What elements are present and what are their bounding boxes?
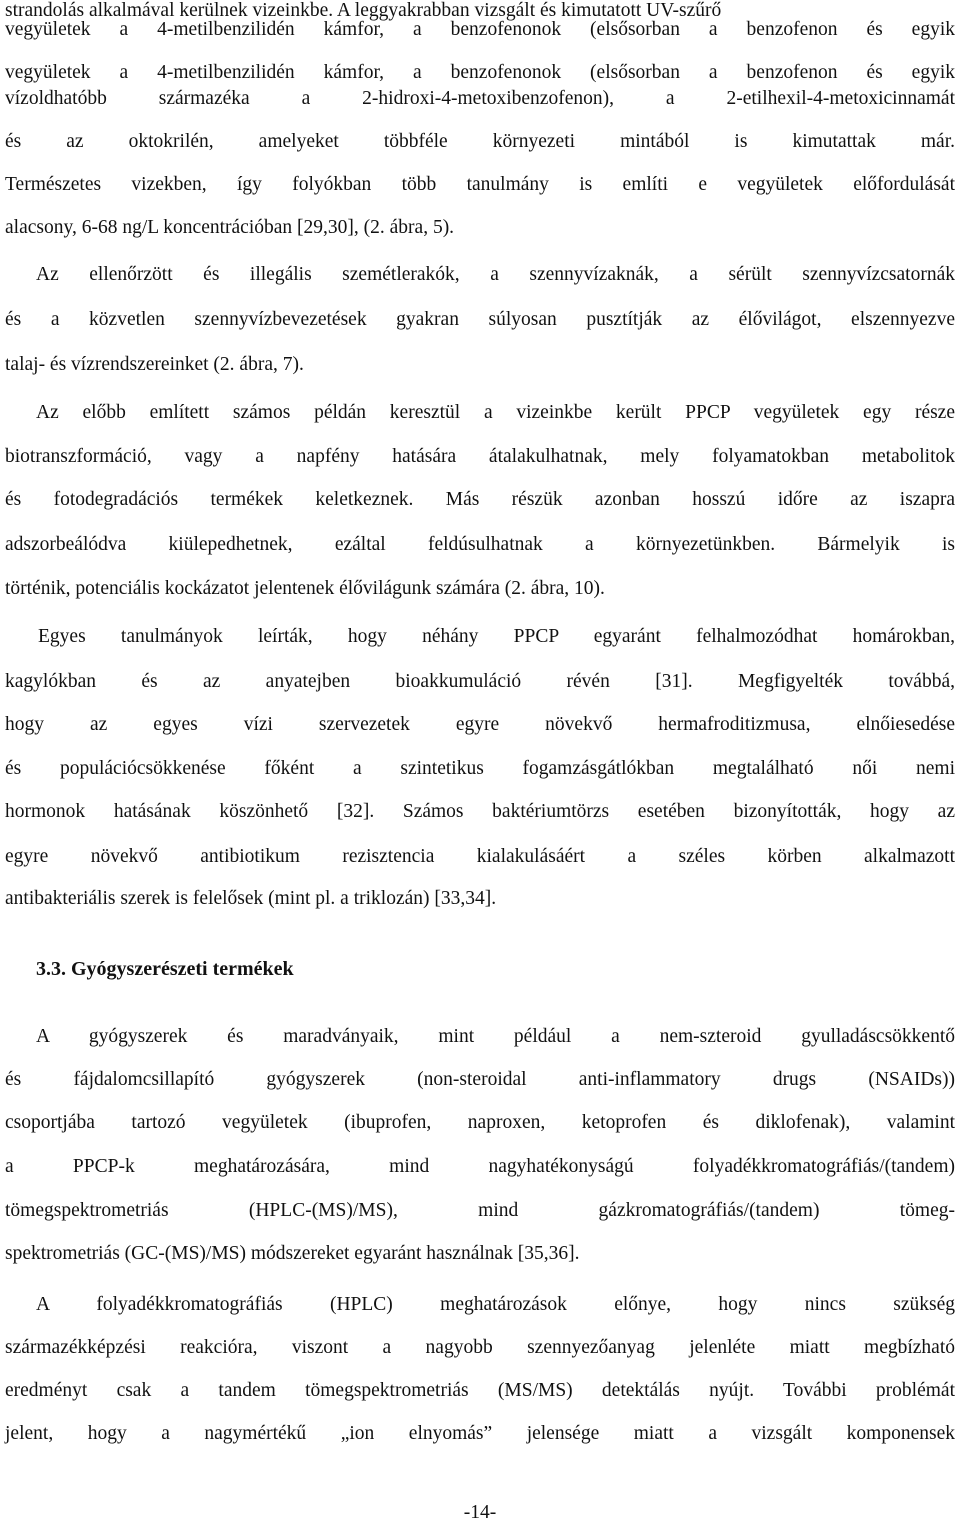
page-number: -14- [463, 1502, 497, 1523]
paragraph-line: hogy az egyes vízi szervezetek egyre növekvő hermafroditizmusa, elnőiesedése [5, 714, 955, 735]
paragraph-first-line: Egyes tanulmányok leírták, hogy néhány PPCP egyaránt felhalmozódhat homárokban, [38, 626, 955, 647]
paragraph-first-line: A gyógyszerek és maradványaik, mint például a nem-szteroid gyulladáscsökkentő [36, 1026, 955, 1047]
paragraph-line: egyre növekvő antibiotikum rezisztencia kialakulásáért a széles körben alkalmazott [5, 846, 955, 867]
paragraph-line: biotranszformáció, vagy a napfény hatására átalakulhatnak, mely folyamatokban metabolitok [5, 446, 955, 467]
paragraph-line: strandolás alkalmával kerülnek vizeinkbe. A leggyakrabban vizsgált és kimutatott UV-szűrő [5, 0, 722, 21]
paragraph-line: vegyületek a 4-metilbenzilidén kámfor, a benzofenonok (elsősorban a benzofenon és egyik [5, 62, 955, 83]
paragraph-first-line: Az ellenőrzött és illegális szemétlerakók, a szennyvízaknák, a sérült szennyvízcsatornák [36, 264, 955, 285]
section-heading: 3.3. Gyógyszerészeti termékek [36, 958, 294, 980]
paragraph-line: Természetes vizekben, így folyókban több tanulmány is említi e vegyületek előfordulását [5, 174, 955, 195]
paragraph-line: a PPCP-k meghatározására, mind nagyhatékonyságú folyadékkromatográfiás/(tandem) [5, 1156, 955, 1177]
paragraph-line: tömegspektrometriás (HPLC-(MS)/MS), mind gázkromatográfiás/(tandem) tömeg- [5, 1200, 955, 1221]
paragraph-line: jelent, hogy a nagymértékű „ion elnyomás” jelensége miatt a vizsgált komponensek [5, 1423, 955, 1444]
paragraph-line: hormonok hatásának köszönhető [32]. Számos baktériumtörzs esetében bizonyították, hogy az [5, 801, 955, 822]
paragraph-line: és fotodegradációs termékek keletkeznek. Más részük azonban hosszú időre az iszapra [5, 489, 955, 510]
paragraph-line: talaj- és vízrendszereinket (2. ábra, 7). [5, 354, 304, 375]
paragraph-line: adszorbeálódva kiülepedhetnek, ezáltal feldúsulhatnak a környezetünkben. Bármelyik is [5, 534, 955, 555]
paragraph-line: és fájdalomcsillapító gyógyszerek (non-steroidal anti-inflammatory drugs (NSAIDs)) [5, 1069, 955, 1090]
paragraph-line: spektrometriás (GC-(MS)/MS) módszereket egyaránt használnak [35,36]. [5, 1243, 580, 1264]
paragraph-line: alacsony, 6-68 ng/L koncentrációban [29,30], (2. ábra, 5). [5, 217, 455, 238]
paragraph-line: és populációcsökkenése főként a szintetikus fogamzásgátlókban megtalálható női nemi [5, 758, 955, 779]
paragraph-line: és az oktokrilén, amelyeket többféle környezeti mintából is kimutattak már. [5, 131, 955, 152]
paragraph-line: eredményt csak a tandem tömegspektrometriás (MS/MS) detektálás nyújt. További problémát [5, 1380, 955, 1401]
paragraph-line: és a közvetlen szennyvízbevezetések gyakran súlyosan pusztítják az élővilágot, elszennyezve [5, 309, 955, 330]
paragraph-line: származékképzési reakcióra, viszont a nagyobb szennyezőanyag jelenléte miatt megbízható [5, 1337, 955, 1358]
paragraph-first-line: Az előbb említett számos példán keresztül a vizeinkbe került PPCP vegyületek egy része [36, 402, 955, 423]
paragraph-line: vízoldhatóbb származéka a 2-hidroxi-4-metoxibenzofenon), a 2-etilhexil-4-metoxicinnamát [5, 88, 955, 109]
paragraph-line: antibakteriális szerek is felelősek (mint pl. a triklozán) [33,34]. [5, 888, 497, 909]
paragraph-first-line: A folyadékkromatográfiás (HPLC) meghatározások előnye, hogy nincs szükség [36, 1294, 955, 1315]
paragraph-line: vegyületek a 4-metilbenzilidén kámfor, a benzofenonok (elsősorban a benzofenon és egyik [5, 19, 955, 40]
paragraph-line: történik, potenciális kockázatot jelentenek élővilágunk számára (2. ábra, 10). [5, 578, 605, 599]
paragraph-line: kagylókban és az anyatejben bioakkumuláció révén [31]. Megfigyelték továbbá, [5, 671, 955, 692]
paragraph-line: csoportjába tartozó vegyületek (ibuprofen, naproxen, ketoprofen és diklofenak), valamint [5, 1112, 955, 1133]
